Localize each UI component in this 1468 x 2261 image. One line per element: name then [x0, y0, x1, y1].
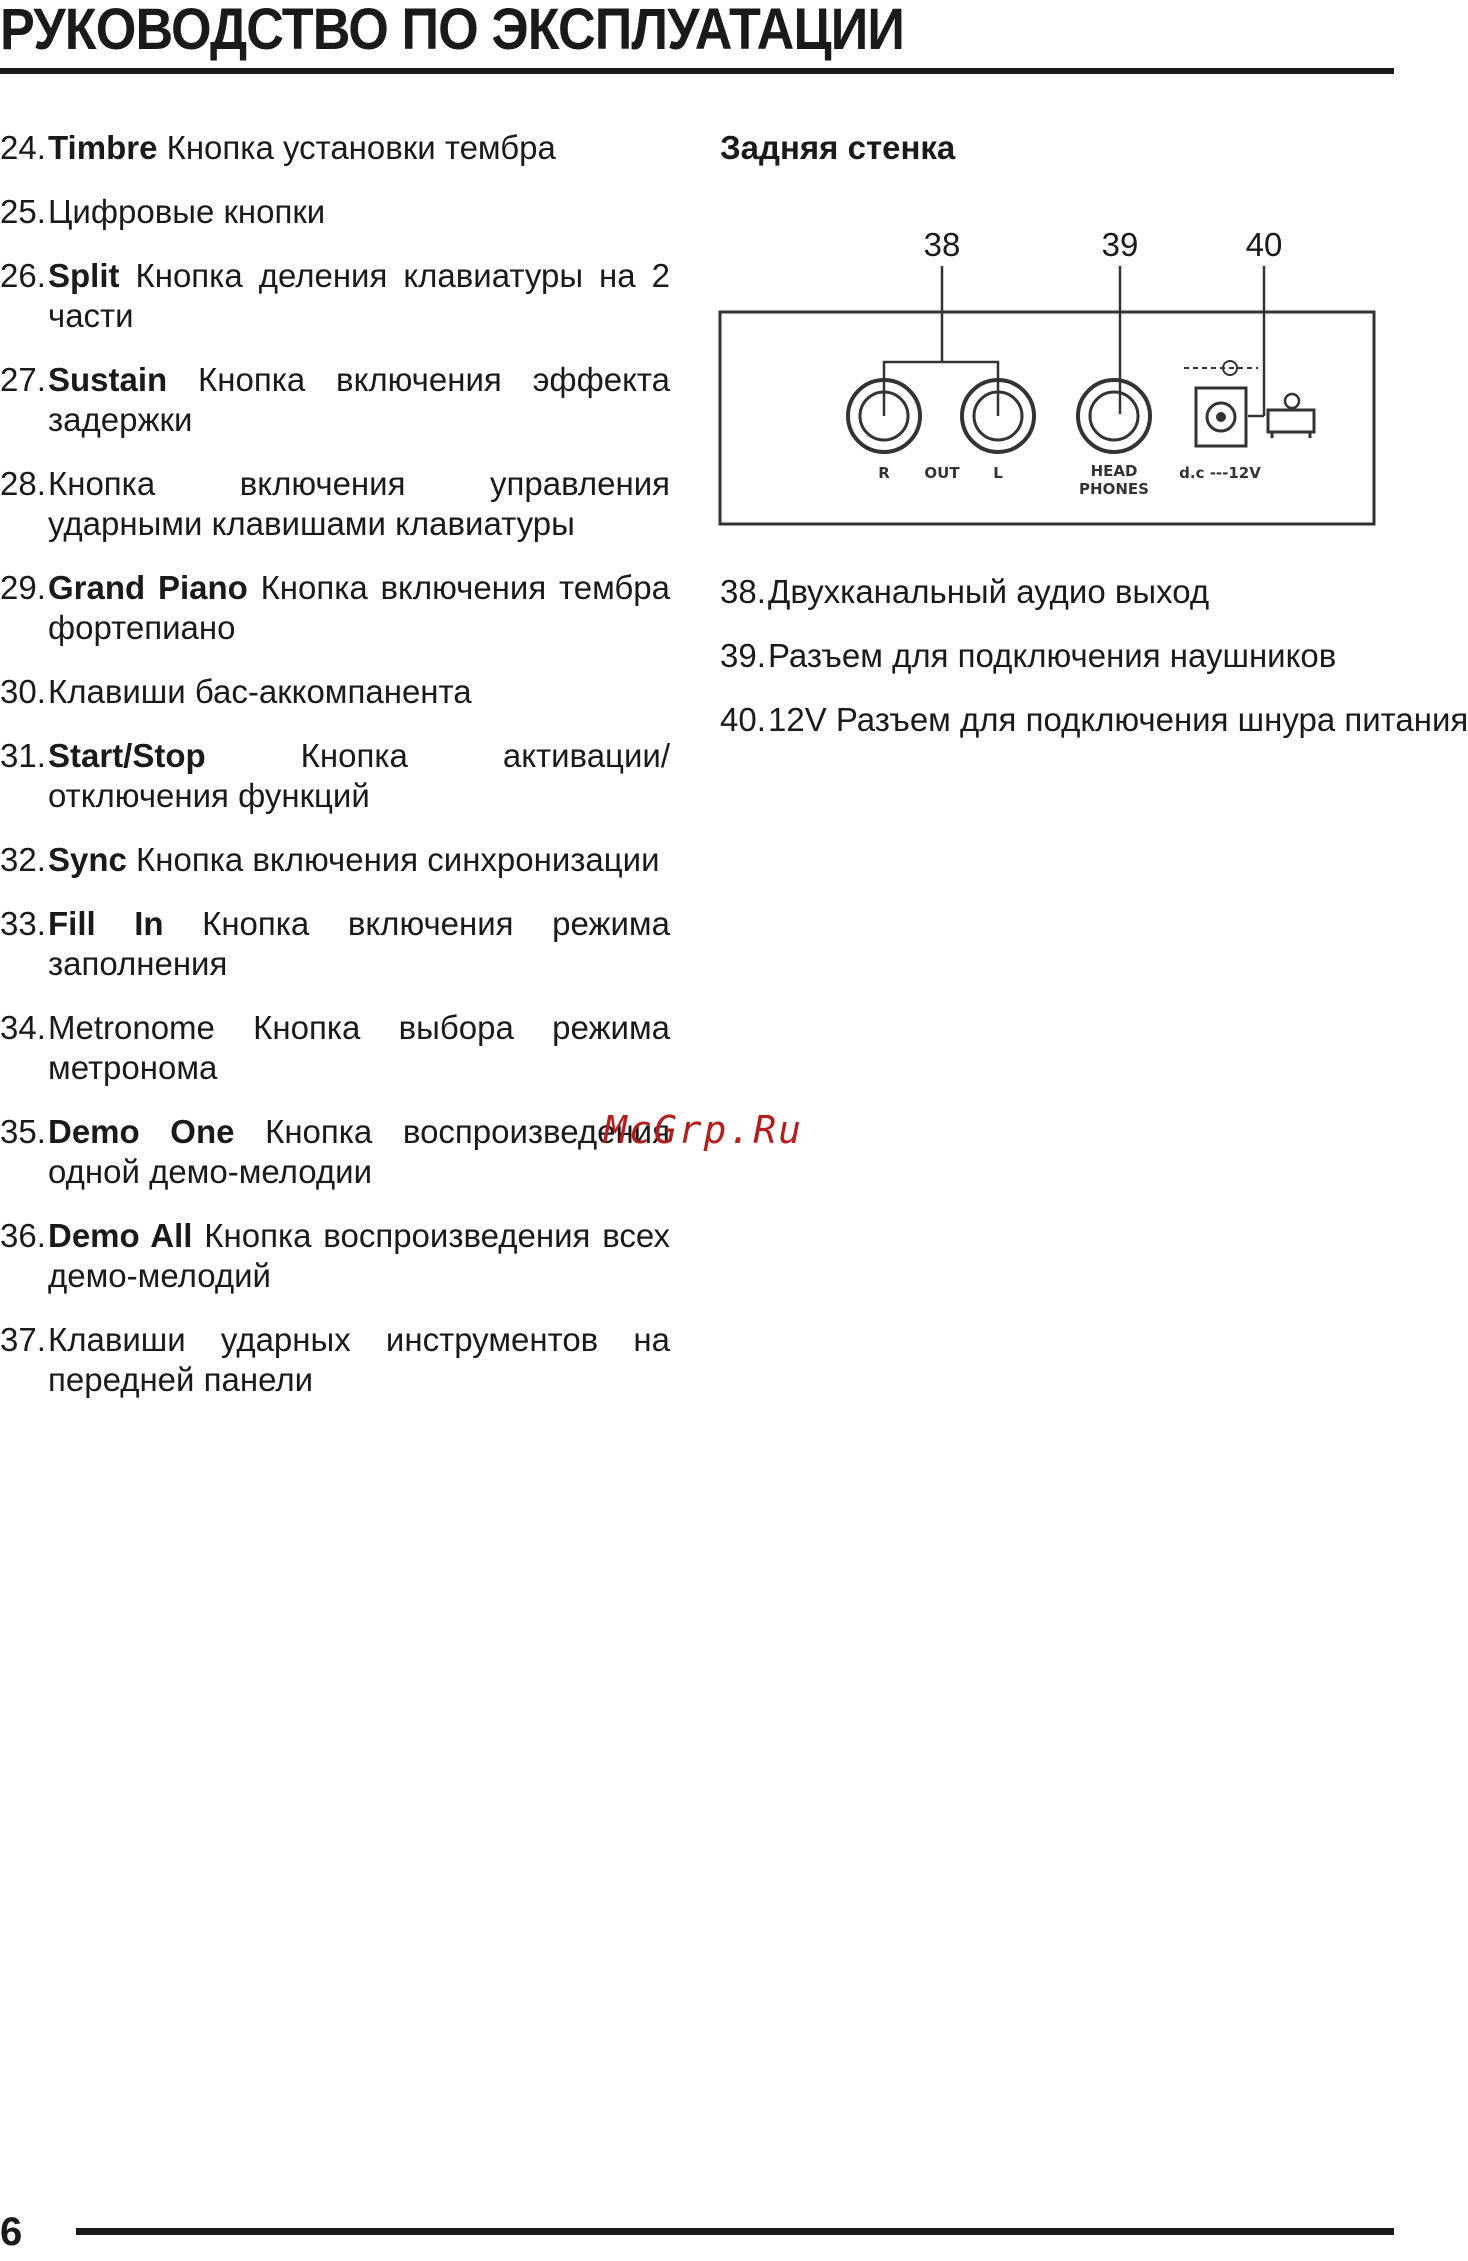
item-number: 29. — [0, 569, 46, 606]
list-item — [0, 360, 670, 440]
item-keyword: Split — [48, 257, 120, 294]
item-number: 24. — [0, 129, 46, 166]
item-text: Клавиши ударных инструментов на передней панели — [48, 1321, 670, 1398]
watermark: McGrp.Ru — [604, 1108, 804, 1152]
list-item — [720, 700, 1468, 740]
item-number: 40. — [720, 701, 766, 738]
item-keyword: Demo All — [48, 1217, 193, 1254]
item-keyword: Timbre — [48, 129, 158, 166]
list-item — [0, 256, 670, 336]
label-dc: d.c ---12V — [1179, 464, 1261, 482]
item-number: 38. — [720, 573, 766, 610]
label-l: L — [993, 464, 1003, 482]
rear-panel-list — [720, 572, 1468, 764]
page-title: РУКОВОДСТВО ПО ЭКСПЛУАТАЦИИ — [0, 0, 904, 62]
item-number: 25. — [0, 193, 46, 230]
list-item — [720, 636, 1390, 676]
item-keyword: Start/Stop — [48, 737, 206, 774]
rear-panel-section — [720, 128, 1380, 168]
item-text: Разъем для подключения наушников — [768, 637, 1337, 674]
item-keyword: Grand Piano — [48, 569, 248, 606]
item-number: 35. — [0, 1113, 46, 1150]
item-text: Кнопка деления клавиатуры на 2 части — [48, 257, 670, 334]
list-item — [0, 192, 670, 232]
item-number: 26. — [0, 257, 46, 294]
controls-list — [0, 128, 670, 1424]
list-item — [0, 1216, 670, 1296]
callout-40: 40 — [1245, 226, 1283, 263]
headphones-jack-icon — [1078, 380, 1150, 452]
item-text: Кнопка воспроизведения всех демо-мелодий — [48, 1217, 671, 1294]
item-text: Кнопка установки тембра — [157, 129, 556, 166]
header-rule — [0, 68, 1394, 74]
callout-39: 39 — [1101, 226, 1139, 263]
power-plug-icon — [1268, 394, 1314, 438]
item-text: 12V Разъем для подключения шнура питания — [768, 701, 1468, 738]
list-item — [0, 736, 670, 816]
item-text: Кнопка включения управления ударными клавишами клавиатуры — [48, 465, 670, 542]
item-number: 34. — [0, 1009, 46, 1046]
item-number: 37. — [0, 1321, 46, 1358]
item-number: 28. — [0, 465, 46, 502]
item-keyword: Fill In — [48, 905, 164, 942]
item-number: 31. — [0, 737, 46, 774]
item-text: Кнопка включения эффекта задержки — [48, 361, 670, 438]
list-item — [0, 464, 670, 544]
item-text: Кнопка включения режима заполнения — [48, 905, 670, 982]
item-number: 32. — [0, 841, 46, 878]
list-item — [0, 128, 670, 168]
list-item — [0, 1008, 670, 1088]
label-out: OUT — [924, 464, 960, 482]
label-phones: PHONES — [1079, 480, 1149, 498]
list-item — [0, 672, 670, 712]
list-item — [0, 840, 670, 880]
item-keyword: Demo One — [48, 1113, 235, 1150]
item-number: 39. — [720, 637, 766, 674]
section-title: Задняя стенка — [720, 129, 956, 166]
callout-38: 38 — [923, 226, 961, 263]
list-item — [0, 904, 670, 984]
item-text: Клавиши бас-аккомпанента — [48, 673, 472, 710]
list-item — [0, 1320, 670, 1400]
rear-panel-diagram — [716, 220, 1380, 536]
item-text: Кнопка включения тембра фортепиано — [48, 569, 670, 646]
item-text: Цифровые кнопки — [48, 193, 326, 230]
list-item — [0, 1112, 670, 1192]
item-text: Metronome Кнопка выбора режима метронома — [48, 1009, 670, 1086]
item-number: 30. — [0, 673, 46, 710]
item-number: 36. — [0, 1217, 46, 1254]
item-text: Кнопка включения синхронизации — [126, 841, 660, 878]
callout-lines — [884, 266, 1264, 416]
page-number: 6 — [0, 2210, 23, 2254]
item-keyword: Sustain — [48, 361, 168, 398]
item-text: Кнопка активации/отключения функций — [48, 737, 670, 814]
item-keyword: Sync — [48, 841, 127, 878]
list-item — [0, 568, 670, 648]
panel-outline — [720, 312, 1374, 524]
list-item — [720, 572, 1390, 612]
dc-jack-icon — [1184, 361, 1258, 446]
item-number: 27. — [0, 361, 46, 398]
item-number: 33. — [0, 905, 46, 942]
item-text: Кнопка воспроизведения одной демо-мелодии — [48, 1113, 670, 1190]
item-text: Двухканальный аудио выход — [768, 573, 1210, 610]
label-head: HEAD — [1090, 462, 1138, 480]
footer-rule — [76, 2228, 1394, 2235]
label-r: R — [878, 464, 890, 482]
